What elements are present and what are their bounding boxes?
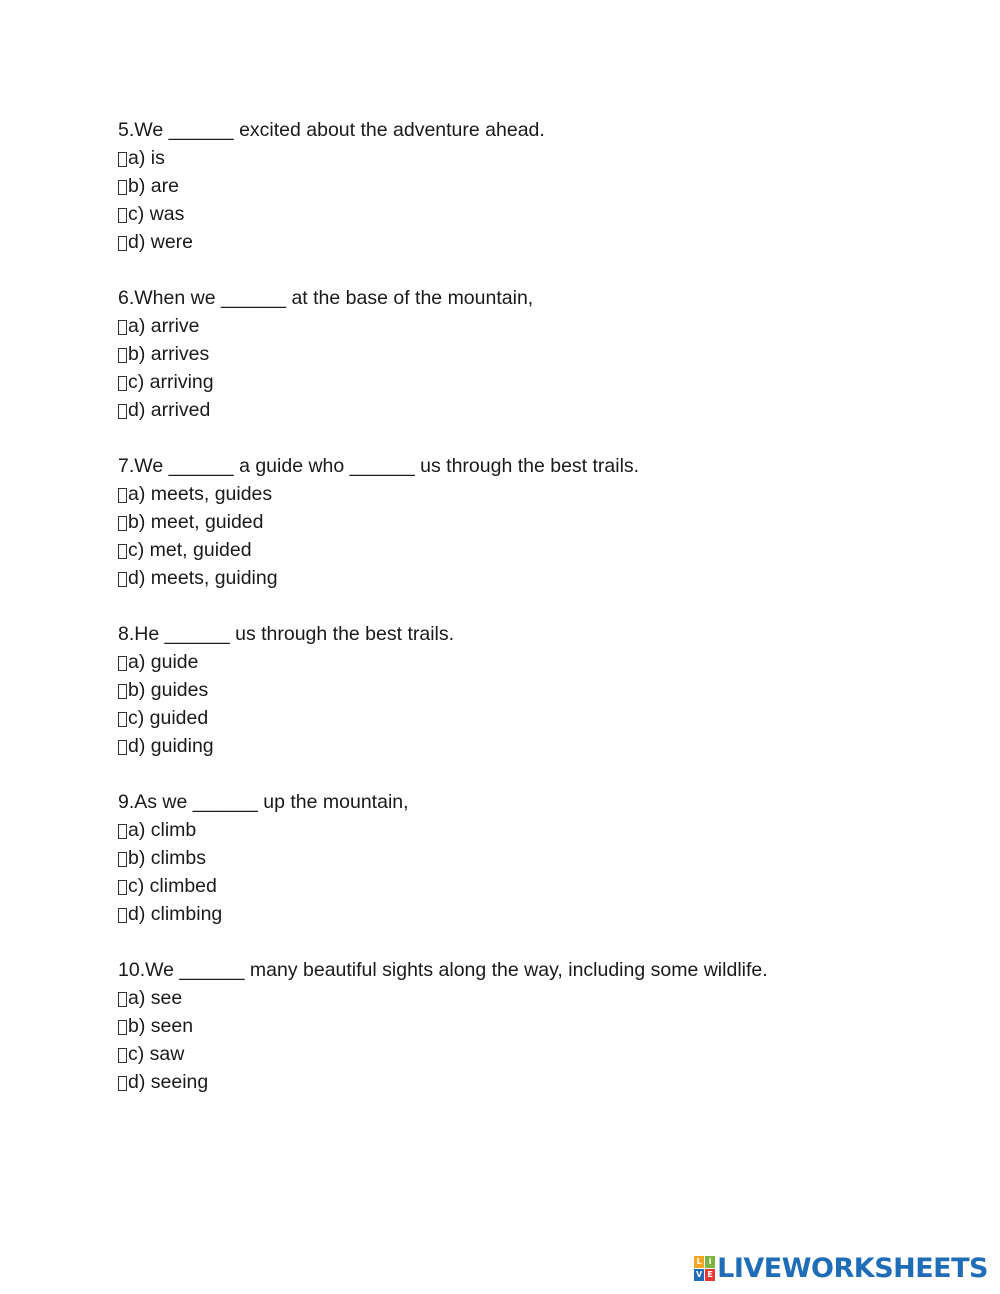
option-b[interactable] (118, 172, 958, 200)
checkbox-icon (118, 208, 127, 223)
question-prompt: 7.We ______ a guide who ______ us through the best trails. (118, 455, 640, 477)
question-6 (118, 284, 958, 424)
option-label: d) arrived (128, 399, 211, 421)
option-a[interactable] (118, 984, 958, 1012)
question-prompt: 6.When we ______ at the base of the mountain, (118, 287, 534, 309)
checkbox-icon (118, 488, 127, 503)
option-d[interactable] (118, 396, 958, 424)
checkbox-icon (118, 1020, 127, 1035)
option-c[interactable] (118, 200, 958, 228)
option-label: b) climbs (128, 847, 207, 869)
option-label: d) guiding (128, 735, 214, 757)
checkbox-icon (118, 1076, 127, 1091)
option-c[interactable] (118, 872, 958, 900)
question-7 (118, 452, 958, 592)
checkbox-icon (118, 852, 127, 867)
option-label: d) were (128, 231, 194, 253)
checkbox-icon (118, 684, 127, 699)
checkbox-icon (118, 152, 127, 167)
option-label: a) arrive (128, 315, 200, 337)
option-c[interactable] (118, 368, 958, 396)
question-8 (118, 620, 958, 760)
checkbox-icon (118, 656, 127, 671)
checkbox-icon (118, 404, 127, 419)
checkbox-icon (118, 880, 127, 895)
option-label: b) meet, guided (128, 511, 264, 533)
option-label: c) guided (128, 707, 209, 729)
worksheet (118, 116, 958, 1124)
logo-mark-tile: i (705, 1256, 715, 1268)
checkbox-icon (118, 544, 127, 559)
option-d[interactable] (118, 228, 958, 256)
checkbox-icon (118, 908, 127, 923)
checkbox-icon (118, 180, 127, 195)
checkbox-icon (118, 824, 127, 839)
option-label: b) arrives (128, 343, 210, 365)
option-label: d) seeing (128, 1071, 209, 1093)
option-a[interactable] (118, 312, 958, 340)
option-b[interactable] (118, 676, 958, 704)
logo-mark-icon (694, 1256, 715, 1281)
checkbox-icon (118, 376, 127, 391)
option-d[interactable] (118, 564, 958, 592)
option-a[interactable] (118, 144, 958, 172)
checkbox-icon (118, 320, 127, 335)
option-label: a) see (128, 987, 183, 1009)
option-label: c) arriving (128, 371, 214, 393)
option-b[interactable] (118, 340, 958, 368)
option-b[interactable] (118, 508, 958, 536)
option-a[interactable] (118, 480, 958, 508)
question-prompt: 10.We ______ many beautiful sights along the way, including some wildlife. (118, 959, 768, 981)
logo-mark-tile: E (705, 1269, 715, 1281)
question-10 (118, 956, 958, 1096)
option-b[interactable] (118, 844, 958, 872)
option-label: d) climbing (128, 903, 223, 925)
checkbox-icon (118, 572, 127, 587)
option-label: b) guides (128, 679, 209, 701)
option-a[interactable] (118, 816, 958, 844)
checkbox-icon (118, 1048, 127, 1063)
checkbox-icon (118, 516, 127, 531)
option-d[interactable] (118, 900, 958, 928)
checkbox-icon (118, 712, 127, 727)
option-c[interactable] (118, 704, 958, 732)
option-c[interactable] (118, 536, 958, 564)
option-label: a) is (128, 147, 165, 169)
question-prompt: 8.He ______ us through the best trails. (118, 623, 455, 645)
option-label: a) guide (128, 651, 199, 673)
checkbox-icon (118, 348, 127, 363)
logo-mark-tile: L (694, 1256, 704, 1268)
option-label: c) saw (128, 1043, 185, 1065)
checkbox-icon (118, 740, 127, 755)
checkbox-icon (118, 236, 127, 251)
checkbox-icon (118, 992, 127, 1007)
option-label: c) met, guided (128, 539, 252, 561)
logo-text: LIVEWORKSHEETS (717, 1253, 988, 1284)
question-5 (118, 116, 958, 256)
option-label: a) meets, guides (128, 483, 273, 505)
option-label: b) are (128, 175, 179, 197)
option-c[interactable] (118, 1040, 958, 1068)
liveworksheets-logo (694, 1253, 988, 1284)
question-prompt: 5.We ______ excited about the adventure ahead. (118, 119, 545, 141)
option-label: c) was (128, 203, 185, 225)
option-d[interactable] (118, 732, 958, 760)
question-prompt: 9.As we ______ up the mountain, (118, 791, 409, 813)
option-d[interactable] (118, 1068, 958, 1096)
option-label: c) climbed (128, 875, 217, 897)
option-label: d) meets, guiding (128, 567, 278, 589)
option-a[interactable] (118, 648, 958, 676)
option-label: a) climb (128, 819, 197, 841)
logo-mark-tile: V (696, 1270, 703, 1279)
option-b[interactable] (118, 1012, 958, 1040)
option-label: b) seen (128, 1015, 194, 1037)
question-9 (118, 788, 958, 928)
